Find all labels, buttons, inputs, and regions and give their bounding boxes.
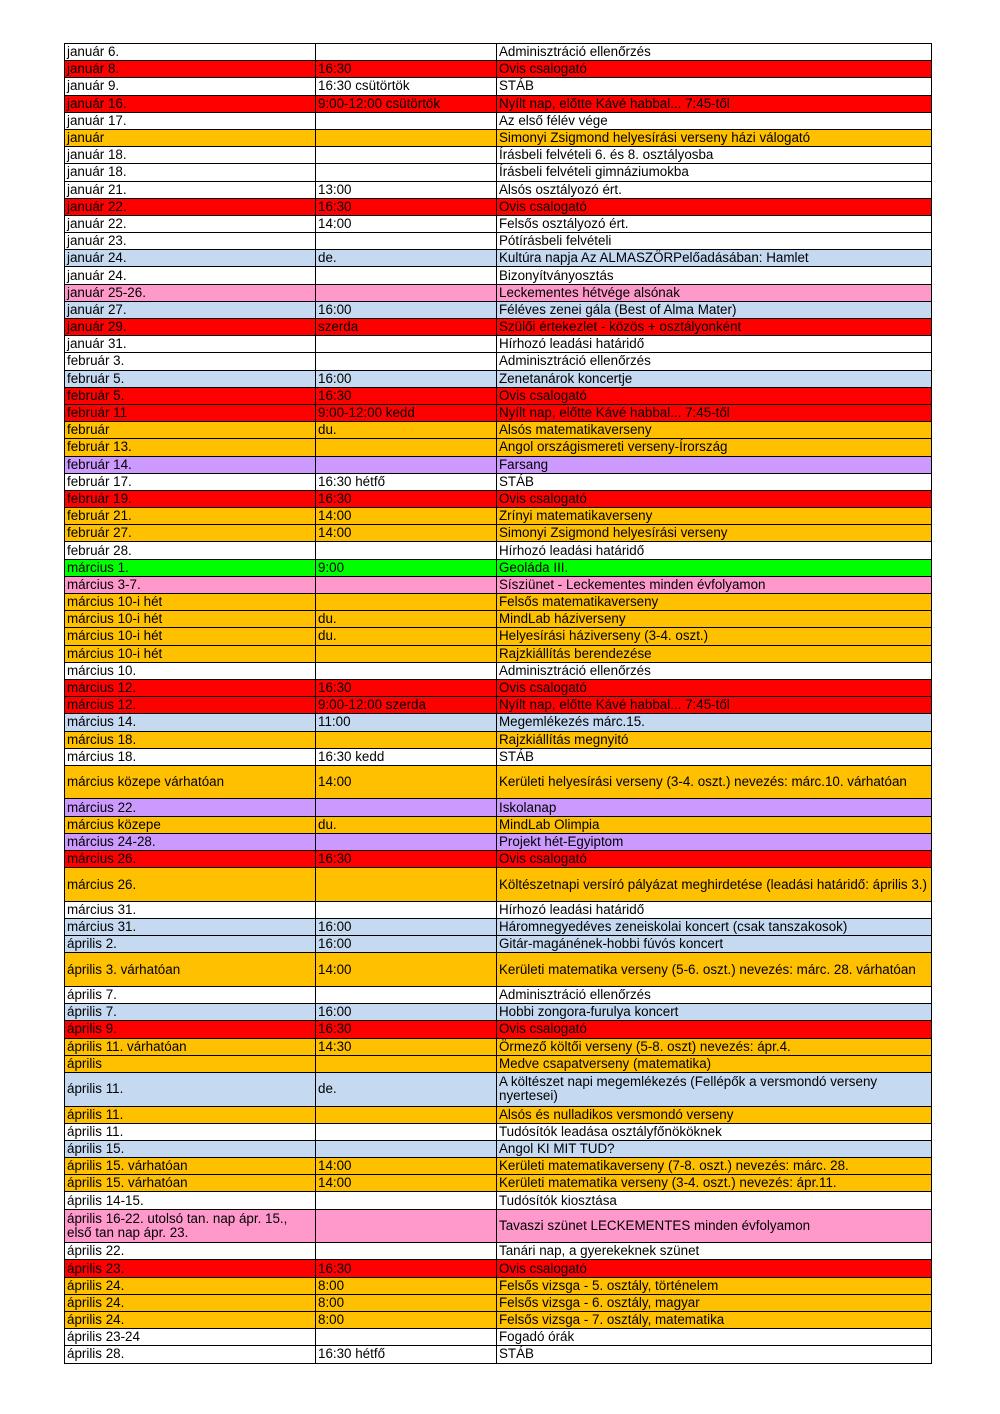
- table-row: [65, 1294, 932, 1311]
- time-cell: [316, 1329, 497, 1346]
- date-cell: április 23.: [65, 1260, 316, 1277]
- event-cell: Írásbeli felvételi 6. és 8. osztályosba: [497, 147, 932, 164]
- time-cell: [316, 1243, 497, 1260]
- time-cell: 14:00: [316, 1175, 497, 1192]
- date-cell: január 22.: [65, 215, 316, 232]
- date-cell: április 7.: [65, 1004, 316, 1021]
- date-cell: február: [65, 422, 316, 439]
- event-cell: Örmező költői verseny (5-8. oszt) nevezés: ápr.4.: [497, 1038, 932, 1055]
- event-cell: Felsős osztályozó ért.: [497, 215, 932, 232]
- date-cell: március közepe várhatóan: [65, 765, 316, 799]
- table-row: [65, 611, 932, 628]
- table-row: [65, 799, 932, 816]
- date-cell: január: [65, 129, 316, 146]
- event-cell: Szülői értekezlet - közös + osztályonként: [497, 319, 932, 336]
- table-row: [65, 576, 932, 593]
- event-cell: Felsős vizsga - 7. osztály, matematika: [497, 1311, 932, 1328]
- date-cell: március közepe: [65, 816, 316, 833]
- date-cell: április 24.: [65, 1311, 316, 1328]
- event-cell: Angol KI MIT TUD?: [497, 1140, 932, 1157]
- table-row: [65, 1106, 932, 1123]
- time-cell: 9:00-12:00 csütörtök: [316, 95, 497, 112]
- time-cell: 16:30: [316, 1021, 497, 1038]
- event-cell: Tudósítók kiosztása: [497, 1192, 932, 1209]
- event-calendar-table: [64, 43, 932, 1364]
- table-row: [65, 198, 932, 215]
- event-cell: Hírhozó leadási határidő: [497, 901, 932, 918]
- table-row: [65, 508, 932, 525]
- event-cell: Felsős vizsga - 6. osztály, magyar: [497, 1294, 932, 1311]
- table-row: [65, 765, 932, 799]
- date-cell: március 24-28.: [65, 833, 316, 850]
- event-cell: Alsós osztályozó ért.: [497, 181, 932, 198]
- time-cell: 14:00: [316, 765, 497, 799]
- event-cell: STÁB: [497, 1346, 932, 1363]
- date-cell: február 14.: [65, 456, 316, 473]
- table-row: [65, 953, 932, 987]
- time-cell: 16:30: [316, 1260, 497, 1277]
- time-cell: 14:30: [316, 1038, 497, 1055]
- event-cell: Simonyi Zsigmond helyesírási verseny: [497, 525, 932, 542]
- time-cell: szerda: [316, 319, 497, 336]
- date-cell: március 12.: [65, 679, 316, 696]
- table-row: [65, 559, 932, 576]
- date-cell: április 15. várhatóan: [65, 1158, 316, 1175]
- event-cell: Zrínyi matematikaverseny: [497, 508, 932, 525]
- date-cell: január 24.: [65, 267, 316, 284]
- time-cell: 16:30 hétfő: [316, 1346, 497, 1363]
- time-cell: [316, 267, 497, 284]
- event-cell: Projekt hét-Egyiptom: [497, 833, 932, 850]
- event-cell: Nyílt nap, előtte Kávé habbal... 7:45-től: [497, 697, 932, 714]
- date-cell: január 29.: [65, 319, 316, 336]
- time-cell: [316, 44, 497, 61]
- table-row: [65, 868, 932, 902]
- event-cell: Ovis csalogató: [497, 198, 932, 215]
- table-row: [65, 731, 932, 748]
- event-cell: Ovis csalogató: [497, 1260, 932, 1277]
- table-row: [65, 1346, 932, 1363]
- time-cell: 16:30 csütörtök: [316, 78, 497, 95]
- event-cell: Nyílt nap, előtte Kávé habbal... 7:45-től: [497, 404, 932, 421]
- time-cell: [316, 456, 497, 473]
- date-cell: április 28.: [65, 1346, 316, 1363]
- time-cell: 16:30: [316, 851, 497, 868]
- time-cell: [316, 542, 497, 559]
- table-row: [65, 319, 932, 336]
- table-row: [65, 1209, 932, 1243]
- time-cell: [316, 164, 497, 181]
- event-cell: Megemlékezés márc.15.: [497, 714, 932, 731]
- event-cell: Ovis csalogató: [497, 387, 932, 404]
- time-cell: 16:00: [316, 936, 497, 953]
- date-cell: február 19.: [65, 490, 316, 507]
- event-cell: Ovis csalogató: [497, 851, 932, 868]
- date-cell: február 17.: [65, 473, 316, 490]
- time-cell: [316, 353, 497, 370]
- event-cell: Helyesírási háziverseny (3-4. oszt.): [497, 628, 932, 645]
- table-row: [65, 95, 932, 112]
- time-cell: 16:30: [316, 387, 497, 404]
- date-cell: március 1.: [65, 559, 316, 576]
- table-row: [65, 61, 932, 78]
- time-cell: 14:00: [316, 215, 497, 232]
- time-cell: 16:30 hétfő: [316, 473, 497, 490]
- date-cell: január 9.: [65, 78, 316, 95]
- table-row: [65, 936, 932, 953]
- table-row: [65, 233, 932, 250]
- date-cell: április: [65, 1055, 316, 1072]
- date-cell: március 10.: [65, 662, 316, 679]
- table-row: [65, 714, 932, 731]
- time-cell: [316, 1106, 497, 1123]
- event-cell: Bizonyítványosztás: [497, 267, 932, 284]
- time-cell: 9:00: [316, 559, 497, 576]
- time-cell: 14:00: [316, 525, 497, 542]
- table-row: [65, 748, 932, 765]
- time-cell: 8:00: [316, 1294, 497, 1311]
- date-cell: április 11.: [65, 1072, 316, 1106]
- table-row: [65, 284, 932, 301]
- date-cell: április 16-22. utolsó tan. nap ápr. 15., első tan nap ápr. 23.: [65, 1209, 316, 1243]
- event-cell: Hírhozó leadási határidő: [497, 542, 932, 559]
- date-cell: február 3.: [65, 353, 316, 370]
- time-cell: [316, 233, 497, 250]
- date-cell: március 26.: [65, 851, 316, 868]
- date-cell: január 17.: [65, 112, 316, 129]
- table-row: [65, 919, 932, 936]
- date-cell: március 18.: [65, 731, 316, 748]
- time-cell: 9:00-12:00 kedd: [316, 404, 497, 421]
- event-cell: Gitár-magánének-hobbi fúvós koncert: [497, 936, 932, 953]
- date-cell: március 31.: [65, 919, 316, 936]
- event-cell: Írásbeli felvételi gimnáziumokba: [497, 164, 932, 181]
- table-row: [65, 1055, 932, 1072]
- table-row: [65, 1175, 932, 1192]
- date-cell: március 18.: [65, 748, 316, 765]
- table-row: [65, 439, 932, 456]
- date-cell: február 13.: [65, 439, 316, 456]
- event-cell: Felsős vizsga - 5. osztály, történelem: [497, 1277, 932, 1294]
- time-cell: [316, 439, 497, 456]
- time-cell: [316, 986, 497, 1003]
- table-row: [65, 164, 932, 181]
- time-cell: 16:30: [316, 679, 497, 696]
- table-row: [65, 833, 932, 850]
- time-cell: 16:30 kedd: [316, 748, 497, 765]
- time-cell: [316, 731, 497, 748]
- time-cell: [316, 1055, 497, 1072]
- table-row: [65, 901, 932, 918]
- time-cell: [316, 901, 497, 918]
- date-cell: április 24.: [65, 1294, 316, 1311]
- date-cell: január 8.: [65, 61, 316, 78]
- date-cell: január 21.: [65, 181, 316, 198]
- table-row: [65, 129, 932, 146]
- date-cell: április 11.: [65, 1123, 316, 1140]
- date-cell: április 15.: [65, 1140, 316, 1157]
- date-cell: január 23.: [65, 233, 316, 250]
- event-cell: Kerületi matematikaverseny (7-8. oszt.) nevezés: márc. 28.: [497, 1158, 932, 1175]
- event-cell: Kultúra napja Az ALMASZÖRPelőadásában: Hamlet: [497, 250, 932, 267]
- table-row: [65, 986, 932, 1003]
- time-cell: [316, 1209, 497, 1243]
- event-cell: Tudósítók leadása osztályfőnököknek: [497, 1123, 932, 1140]
- time-cell: [316, 112, 497, 129]
- time-cell: du.: [316, 816, 497, 833]
- table-row: [65, 1004, 932, 1021]
- time-cell: [316, 336, 497, 353]
- time-cell: du.: [316, 628, 497, 645]
- event-cell: Hírhozó leadási határidő: [497, 336, 932, 353]
- time-cell: [316, 645, 497, 662]
- event-cell: Alsós és nulladikos versmondó verseny: [497, 1106, 932, 1123]
- time-cell: [316, 576, 497, 593]
- time-cell: 11:00: [316, 714, 497, 731]
- table-row: [65, 215, 932, 232]
- date-cell: január 22.: [65, 198, 316, 215]
- table-row: [65, 370, 932, 387]
- time-cell: 8:00: [316, 1277, 497, 1294]
- date-cell: február 21.: [65, 508, 316, 525]
- time-cell: de.: [316, 1072, 497, 1106]
- table-row: [65, 628, 932, 645]
- time-cell: [316, 662, 497, 679]
- table-row: [65, 1192, 932, 1209]
- time-cell: [316, 1123, 497, 1140]
- time-cell: 16:30: [316, 61, 497, 78]
- table-row: [65, 1021, 932, 1038]
- event-cell: MindLab háziverseny: [497, 611, 932, 628]
- date-cell: február 5.: [65, 370, 316, 387]
- date-cell: március 31.: [65, 901, 316, 918]
- date-cell: február 28.: [65, 542, 316, 559]
- date-cell: április 14-15.: [65, 1192, 316, 1209]
- date-cell: január 25-26.: [65, 284, 316, 301]
- table-row: [65, 181, 932, 198]
- event-cell: STÁB: [497, 473, 932, 490]
- event-cell: Ovis csalogató: [497, 61, 932, 78]
- table-row: [65, 1311, 932, 1328]
- time-cell: 16:00: [316, 1004, 497, 1021]
- date-cell: április 15. várhatóan: [65, 1175, 316, 1192]
- table-row: [65, 1158, 932, 1175]
- table-row: [65, 422, 932, 439]
- table-row: [65, 525, 932, 542]
- table-row: [65, 1038, 932, 1055]
- date-cell: április 23-24: [65, 1329, 316, 1346]
- time-cell: 16:30: [316, 198, 497, 215]
- event-cell: STÁB: [497, 78, 932, 95]
- time-cell: 16:00: [316, 301, 497, 318]
- date-cell: március 22.: [65, 799, 316, 816]
- time-cell: [316, 1192, 497, 1209]
- event-cell: Kerületi matematika verseny (5-6. oszt.) nevezés: márc. 28. várhatóan: [497, 953, 932, 987]
- event-cell: Adminisztráció ellenőrzés: [497, 44, 932, 61]
- date-cell: január 31.: [65, 336, 316, 353]
- event-cell: Simonyi Zsigmond helyesírási verseny házi válogató: [497, 129, 932, 146]
- date-cell: április 2.: [65, 936, 316, 953]
- event-cell: Adminisztráció ellenőrzés: [497, 986, 932, 1003]
- event-cell: Rajzkiállítás berendezése: [497, 645, 932, 662]
- event-cell: Geoláda III.: [497, 559, 932, 576]
- date-cell: március 12.: [65, 697, 316, 714]
- event-cell: Iskolanap: [497, 799, 932, 816]
- event-cell: Költészetnapi versíró pályázat meghirdetése (leadási határidő: április 3.): [497, 868, 932, 902]
- table-row: [65, 1329, 932, 1346]
- date-cell: április 24.: [65, 1277, 316, 1294]
- date-cell: január 27.: [65, 301, 316, 318]
- table-row: [65, 1260, 932, 1277]
- date-cell: március 10-i hét: [65, 645, 316, 662]
- event-cell: Tavaszi szünet LECKEMENTES minden évfolyamon: [497, 1209, 932, 1243]
- time-cell: du.: [316, 611, 497, 628]
- table-row: [65, 851, 932, 868]
- table-row: [65, 1140, 932, 1157]
- time-cell: [316, 799, 497, 816]
- event-cell: MindLab Olimpia: [497, 816, 932, 833]
- date-cell: január 6.: [65, 44, 316, 61]
- table-row: [65, 353, 932, 370]
- event-cell: Háromnegyedéves zeneiskolai koncert (csak tanszakosok): [497, 919, 932, 936]
- time-cell: 8:00: [316, 1311, 497, 1328]
- event-cell: Leckementes hétvége alsónak: [497, 284, 932, 301]
- table-row: [65, 267, 932, 284]
- table-row: [65, 1072, 932, 1106]
- time-cell: 14:00: [316, 508, 497, 525]
- time-cell: [316, 284, 497, 301]
- event-cell: Farsang: [497, 456, 932, 473]
- event-cell: Féléves zenei gála (Best of Alma Mater): [497, 301, 932, 318]
- table-row: [65, 697, 932, 714]
- time-cell: 14:00: [316, 1158, 497, 1175]
- event-cell: Zenetanárok koncertje: [497, 370, 932, 387]
- date-cell: március 10-i hét: [65, 628, 316, 645]
- table-row: [65, 816, 932, 833]
- table-row: [65, 1243, 932, 1260]
- event-cell: Sísziünet - Leckementes minden évfolyamon: [497, 576, 932, 593]
- event-cell: Tanári nap, a gyerekeknek szünet: [497, 1243, 932, 1260]
- date-cell: március 26.: [65, 868, 316, 902]
- table-row: [65, 1277, 932, 1294]
- time-cell: du.: [316, 422, 497, 439]
- time-cell: [316, 1140, 497, 1157]
- time-cell: 16:00: [316, 919, 497, 936]
- date-cell: április 7.: [65, 986, 316, 1003]
- time-cell: 9:00-12:00 szerda: [316, 697, 497, 714]
- event-cell: Kerületi matematika verseny (3-4. oszt.) nevezés: ápr.11.: [497, 1175, 932, 1192]
- date-cell: április 11.: [65, 1106, 316, 1123]
- time-cell: [316, 129, 497, 146]
- date-cell: január 16.: [65, 95, 316, 112]
- event-cell: A költészet napi megemlékezés (Fellépők a versmondó verseny nyertesei): [497, 1072, 932, 1106]
- event-rows: [65, 44, 932, 1364]
- time-cell: [316, 833, 497, 850]
- table-row: [65, 44, 932, 61]
- date-cell: április 3. várhatóan: [65, 953, 316, 987]
- date-cell: március 10-i hét: [65, 611, 316, 628]
- date-cell: április 11. várhatóan: [65, 1038, 316, 1055]
- table-row: [65, 645, 932, 662]
- date-cell: január 24.: [65, 250, 316, 267]
- table-row: [65, 250, 932, 267]
- table-row: [65, 662, 932, 679]
- table-row: [65, 456, 932, 473]
- time-cell: de.: [316, 250, 497, 267]
- date-cell: február 11: [65, 404, 316, 421]
- event-cell: Ovis csalogató: [497, 679, 932, 696]
- time-cell: 16:00: [316, 370, 497, 387]
- table-row: [65, 301, 932, 318]
- event-cell: Pótírásbeli felvételi: [497, 233, 932, 250]
- table-row: [65, 1123, 932, 1140]
- event-cell: STÁB: [497, 748, 932, 765]
- event-cell: Hobbi zongora-furulya koncert: [497, 1004, 932, 1021]
- table-row: [65, 387, 932, 404]
- date-cell: február 5.: [65, 387, 316, 404]
- table-row: [65, 594, 932, 611]
- time-cell: [316, 147, 497, 164]
- event-cell: Felsős matematikaverseny: [497, 594, 932, 611]
- time-cell: [316, 594, 497, 611]
- date-cell: március 3-7.: [65, 576, 316, 593]
- event-cell: Ovis csalogató: [497, 490, 932, 507]
- time-cell: 14:00: [316, 953, 497, 987]
- time-cell: 13:00: [316, 181, 497, 198]
- event-cell: Kerületi helyesírási verseny (3-4. oszt.) nevezés: márc.10. várhatóan: [497, 765, 932, 799]
- date-cell: január 18.: [65, 164, 316, 181]
- event-cell: Adminisztráció ellenőrzés: [497, 662, 932, 679]
- table-row: [65, 336, 932, 353]
- date-cell: április 22.: [65, 1243, 316, 1260]
- table-row: [65, 404, 932, 421]
- table-row: [65, 473, 932, 490]
- date-cell: január 18.: [65, 147, 316, 164]
- date-cell: április 9.: [65, 1021, 316, 1038]
- event-cell: Angol országismereti verseny-Írország: [497, 439, 932, 456]
- date-cell: február 27.: [65, 525, 316, 542]
- time-cell: 16:30: [316, 490, 497, 507]
- date-cell: március 14.: [65, 714, 316, 731]
- event-cell: Fogadó órák: [497, 1329, 932, 1346]
- table-row: [65, 679, 932, 696]
- event-cell: Rajzkiállítás megnyitó: [497, 731, 932, 748]
- event-cell: Adminisztráció ellenőrzés: [497, 353, 932, 370]
- table-row: [65, 542, 932, 559]
- event-cell: Nyílt nap, előtte Kávé habbal... 7:45-től: [497, 95, 932, 112]
- event-cell: Ovis csalogató: [497, 1021, 932, 1038]
- event-cell: Alsós matematikaverseny: [497, 422, 932, 439]
- table-row: [65, 78, 932, 95]
- event-cell: Az első félév vége: [497, 112, 932, 129]
- event-cell: Medve csapatverseny (matematika): [497, 1055, 932, 1072]
- table-row: [65, 147, 932, 164]
- time-cell: [316, 868, 497, 902]
- table-row: [65, 490, 932, 507]
- date-cell: március 10-i hét: [65, 594, 316, 611]
- table-row: [65, 112, 932, 129]
